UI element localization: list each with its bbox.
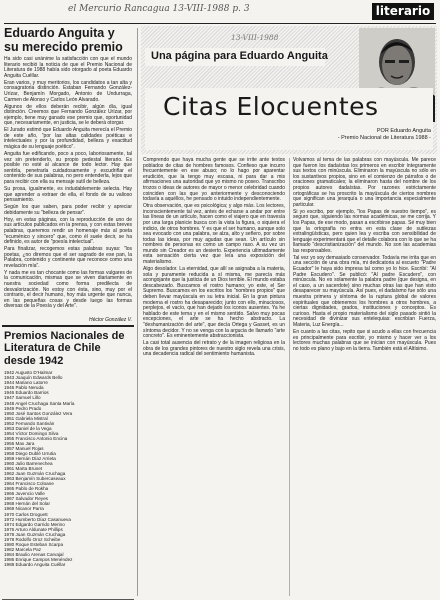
winner-list-item: 1980 Roque Esteban Scarpa: [4, 541, 63, 547]
winner-list-item: 1959 Hernán Díaz Arrieta: [4, 456, 56, 462]
paragraph: Volvamos al tema de las palabras con mayúscula. Me parece que fueron los dadaístas los primeros en escribir íntegramente sus textos con minúscula. Eliminaron la mayúscula no sólo en los sustantivos propios, sino en el comienzo de párrafos o de oraciones gramaticales; la eliminaron hasta del nombre de los propios autores dadaístas. Por razones estrictamente ortográficas se ha proscrito la mayúscula de ciertos nombres que significan una jerarquía o una importancia especialmente particular.: [293, 157, 436, 208]
left-article-signature: Héctor González V.: [89, 317, 132, 323]
winners-box-title: Premios Nacionales de Literatura de Chile desde 1942: [4, 330, 125, 367]
winner-list-item: 1962 Juan Guzmán Cruchaga: [4, 471, 66, 477]
paragraph: Y nada me es tan chocante como las formas vulgares de la comunicación, mismas que se viven diariamente en nuestra sociedad como forma predilecta de desvalorización. No estoy con ésta, sino, muy por el contrario, el decir humano, hoy más urgente que nunca, en las pequeñas cosas y desde luego las formas diversas de la Poesía y del Arte".: [4, 269, 132, 310]
paragraph: Eran varios, y muy meritorios, los candidatos a tan alta y consagratoria distinción. Estaban Fernando González-Urízar, Benjamín Morgado, Antonio de Undurraga, Carmen de Alonso y Carlos León Alvarado.: [4, 79, 132, 103]
paragraph: Algo desolador. La eternidad, que allí se asignaba a la materia, sola y puramente reducida a sí misma, me parecía más acongojante que la justicia de un Dios terrible. El mundo estaba descabezado. Buscamos el rostro humano; yo este, el Ser Supremo. Buscamos en los escritos los "nombres propios" que deben llevar mayúscula en su letra inicial. En la gran pintura moderna el rostro ha desaparecido; junto con ello, minuciosos, perplejos, el vacío, que han dejado los iconos ausentes. Ya he hablado de este tema y en el mismo sentido. Salvo muy pocas excepciones, el arte se ha hecho abstracto. La "deshumanización del arte", que decía Ortega y Gasset, es un síntoma decidor. Y no se venga con la argucia de llamarlo "arte concreto". Es eminentemente abstraccionista.: [143, 266, 285, 340]
paragraph: Anguita fue edificando, poco a poco, laboriosamente, tal vez sin pretenderlo, su propio pedestal literario. Es posible no esté al alcance de todo lector. Hay que sentirla, penetrarla cuidadosamente y escudriñar el contenido de sus palabras, no pero entenderla, lejos que para recibir con ella su mensaje sutil de belleza.: [4, 151, 132, 186]
winner-list-item: 1974 Edgardo Garrido Merino: [4, 521, 65, 527]
winner-list-item: 1942 Augusto D'Halmar: [4, 370, 53, 376]
winner-list-item: 1954 Víctor Domingo Silva: [4, 430, 59, 436]
winner-list-item: 1961 Marta Brunet: [4, 466, 43, 472]
right-article-title: Citas Elocuentes: [163, 92, 379, 121]
winner-list-item: 1950 José Santos González Vera: [4, 410, 73, 416]
winner-list-item: 1963 Benjamín Subercaseaux: [4, 476, 66, 482]
paragraph: Comprendo que haya mucha gente que se irrite ante textos poblados de citas de hombres famosos. Confieso que incurro frecuentemente en ese abuso; no lo hago por aparentar erudición, que la tengo muy escasa, ni para dar a mis afirmaciones una autoridad que yo mismo no poseo. Transcribo trozos o ideas de autores de mayor o menor celebridad cuando coinciden con las que yo anteriormente y desconociendo todavía a aquéllos, he pensado o intuido independientemente.: [143, 157, 285, 203]
winners-box: [2, 325, 134, 600]
winner-list-item: 1988 Eduardo Anguita Cuéllar: [4, 562, 66, 567]
right-article-header: [141, 26, 437, 154]
paragraph: Algunos de ellos deberán recibir, algún día, igual distinción. Creemos que Fernando González Urízar, por ejemplo, tiene muy ganado ese premio que, oportunidad que, necesariamente, en justicia, se le deberá otorgar.: [4, 103, 132, 127]
winner-list-item: 1955 Francisco Antonio Encina: [4, 435, 68, 441]
header-rule: [4, 23, 436, 24]
winner-list-item: 1970 Carlos Droguett: [4, 511, 48, 517]
winner-list-item: 1946 Eduardo Barrios: [4, 390, 49, 396]
winner-list-item: 1951 Gabriela Mistral: [4, 415, 48, 421]
paragraph: Según los que saben, para poder recibir y apreciar debidamente su "belleza de pensar".: [4, 204, 132, 216]
inner-column-divider: [289, 158, 290, 596]
winner-list-item: 1986 Enrique Campos Menéndez: [4, 556, 73, 562]
winner-list-item: 1948 Angel Cruchaga Santa María: [4, 400, 75, 406]
section-tag-literario: literario: [372, 3, 434, 20]
right-article-kicker: Una página para Eduardo Anguita: [151, 50, 328, 62]
winner-list-item: 1978 Rodolfo Oroz Scheibe: [4, 536, 61, 542]
winner-list-item: 1964 Francisco Coloane: [4, 481, 54, 487]
paragraph: Para finalizar, recogemos estas palabras suyas: "los poetas, ¿no diremos que el ser sagrado de ese pan, la Palabra, contenido y continente que reconoce como una revelación mía".: [4, 246, 132, 269]
paragraph: Otra observación, que es psicológica; y algo más. Los lectores, inconscientemente tal vez, antes de echarse a andar por entre las líneas de un artículo, hacen como el viajero que en travesía por una larga planicie busca con la vista la figura, o siquiera el indicio, de otros hombres. Y es que el ser humano, aunque solo sea evocado con una palabra, se alza, alto y señero, por sobre todas las ideas, por muy agudas que sean. Un artículo sin nombres de personas es como un campo raso. A su vez un mundo sin Creador es un desierto. Experiencia ultimadamente esta sensación cierta vez que leía una exposición del materialismo.: [143, 203, 285, 266]
winner-list-item: 1952 Fernando Santiván: [4, 420, 55, 426]
winner-list-item: 1949 Pedro Prado: [4, 405, 42, 411]
right-article-column-1: [143, 158, 285, 359]
winner-list-item: 1944 Mariano Latorre: [4, 380, 48, 386]
winner-list-item: 1972 Humberto Díaz Casanueva: [4, 516, 71, 522]
byline-role: - Premio Nacional de Literatura 1988 -: [337, 134, 431, 141]
winner-list-item: 1968 Hernán del Solar: [4, 501, 50, 507]
handwritten-stamp: 13-VIII-1988: [231, 33, 279, 42]
winner-list-item: 1984 Braulio Arenas Carvajal: [4, 551, 64, 557]
winner-list-item: 1978 Juan Guzmán Cruchaga: [4, 531, 66, 537]
winner-list-item: 1976 Arturo Aldunate Phillips: [4, 526, 63, 532]
paragraph: En cuanto a las citas, repito que si acudo a ellas con frecuencia es principalmente para escribir, yo mismo y hacer ver a los lectores muchas palabras que se inician con mayúscula. Pues no todo es plano y bajo en la tierra. También está el Altísimo.: [293, 328, 436, 352]
winner-list-item: 1957 Manuel Rojas: [4, 445, 44, 451]
winner-list-item: 1945 Pablo Neruda: [4, 385, 44, 391]
paragraph: Ha sido casi unánime la satisfacción con que el mundo literario recibió la noticia de que el Premio Nacional de Literatura de 1988 había sido otorgado al poeta Eduardo Anguita Cuéllar.: [4, 56, 132, 79]
paragraph: Si yo escribo, por ejemplo, "los Papas de nuestro tiempo", es seguro que, siguiendo las normas académicas, se me corrija. Y los Papas, de ese modo, pasan a escribirse papas. Sé muy bien que la ortografía no entra en esta clase de sutilezas extralingüísticas, pero quien lea y escriba con sensibilidad de lenguaje experimentará que el detalle colabora con lo que se ha llamado "descristianización" del mundo. No son las academias las responsables.: [293, 208, 436, 254]
winner-list-item: 1943 Joaquín Edwards Bello: [4, 375, 63, 381]
paragraph: Su prosa, igualmente, es indudablemente selecta. Hay que aprender a extraer de ella, el fondo de su valioso pensamiento.: [4, 186, 132, 204]
byline: [291, 128, 431, 141]
paragraph: Hoy, en estas páginas, con la reproducción de uno de sus artículos publicados en la prensa, y con estas breves palabras, queremos rendir un homenaje más al poeta "ecuménico y sincero" que, como él suele decir, se ha definido, es autor de "poesía intelectual".: [4, 216, 132, 246]
winner-list-item: 1960 Julio Barrenechea: [4, 461, 53, 467]
winners-list: [2, 367, 134, 567]
winner-list-item: 1953 Daniel de la Vega: [4, 425, 52, 431]
winner-list-item: 1966 Juvencio Valle: [4, 491, 45, 497]
winner-list-item: 1956 Max Jara: [4, 440, 35, 446]
byline-author: POR Eduardo Anguita: [376, 128, 431, 134]
winner-list-item: 1947 Samuel Lillo: [4, 395, 41, 401]
winner-list-item: 1982 Marcela Paz: [4, 546, 42, 552]
paragraph: Tal vez yo soy demasiado conservador. Todavía me irrita que en una sección de una obra mía, mi dedicatoria al escueto "Padre Ecuador" le haya sido impresa tal como yo lo hice. Escribí: "Al Padre Escudero". Se publicó: "Al padre Escudero", con minúscula. No es solamente la palabra padre (que designa, en el caso, a un sacerdote) sino muchas otras las que han visto desaparecer su mayúscula. Así pues, el dadaísmo fue sólo una muestra primera y síntoma de la ruptura global de valores espirituales que obtenemos los hombres a otros hombres, a ciertas dignidades, grados, instituciones y conceptos. Es curioso. Hasta el propio materialismo del siglo pasado sintió la necesidad de divinizar sus entelequias: escribían Fuerza, Materia, Luz Energía...: [293, 254, 436, 328]
winner-list-item: 1969 Nicanor Parra: [4, 506, 44, 512]
winner-list-item: 1958 Diego Dublé Urrutia: [4, 450, 56, 456]
right-article-column-2: [293, 158, 436, 354]
left-article-body: [4, 57, 132, 311]
paragraph: La casi total ausencia del retrato y de la imagen religiosa en la obra de los grandes pintores de nuestro siglo revela una crisis, una decadencia radical del sentimiento humanista.: [143, 340, 285, 358]
paragraph: El Jurado estimó que Eduardo Anguita merecía el Premio de este año, "por las altas calidades poéticas e intelectuales y por la profundidad, belleza y exactitud mágica de su lenguaje poético".: [4, 127, 132, 151]
column-divider: [137, 28, 138, 596]
handwritten-date-note: el Mercurio Rancagua 13-VIII-1988 p. 3: [68, 4, 250, 14]
winner-list-item: 1967 Salvador Reyes: [4, 496, 48, 502]
left-article-title: Eduardo Anguita y su merecido premio: [4, 26, 123, 54]
winner-list-item: 1965 Pablo de Rokha: [4, 486, 49, 492]
